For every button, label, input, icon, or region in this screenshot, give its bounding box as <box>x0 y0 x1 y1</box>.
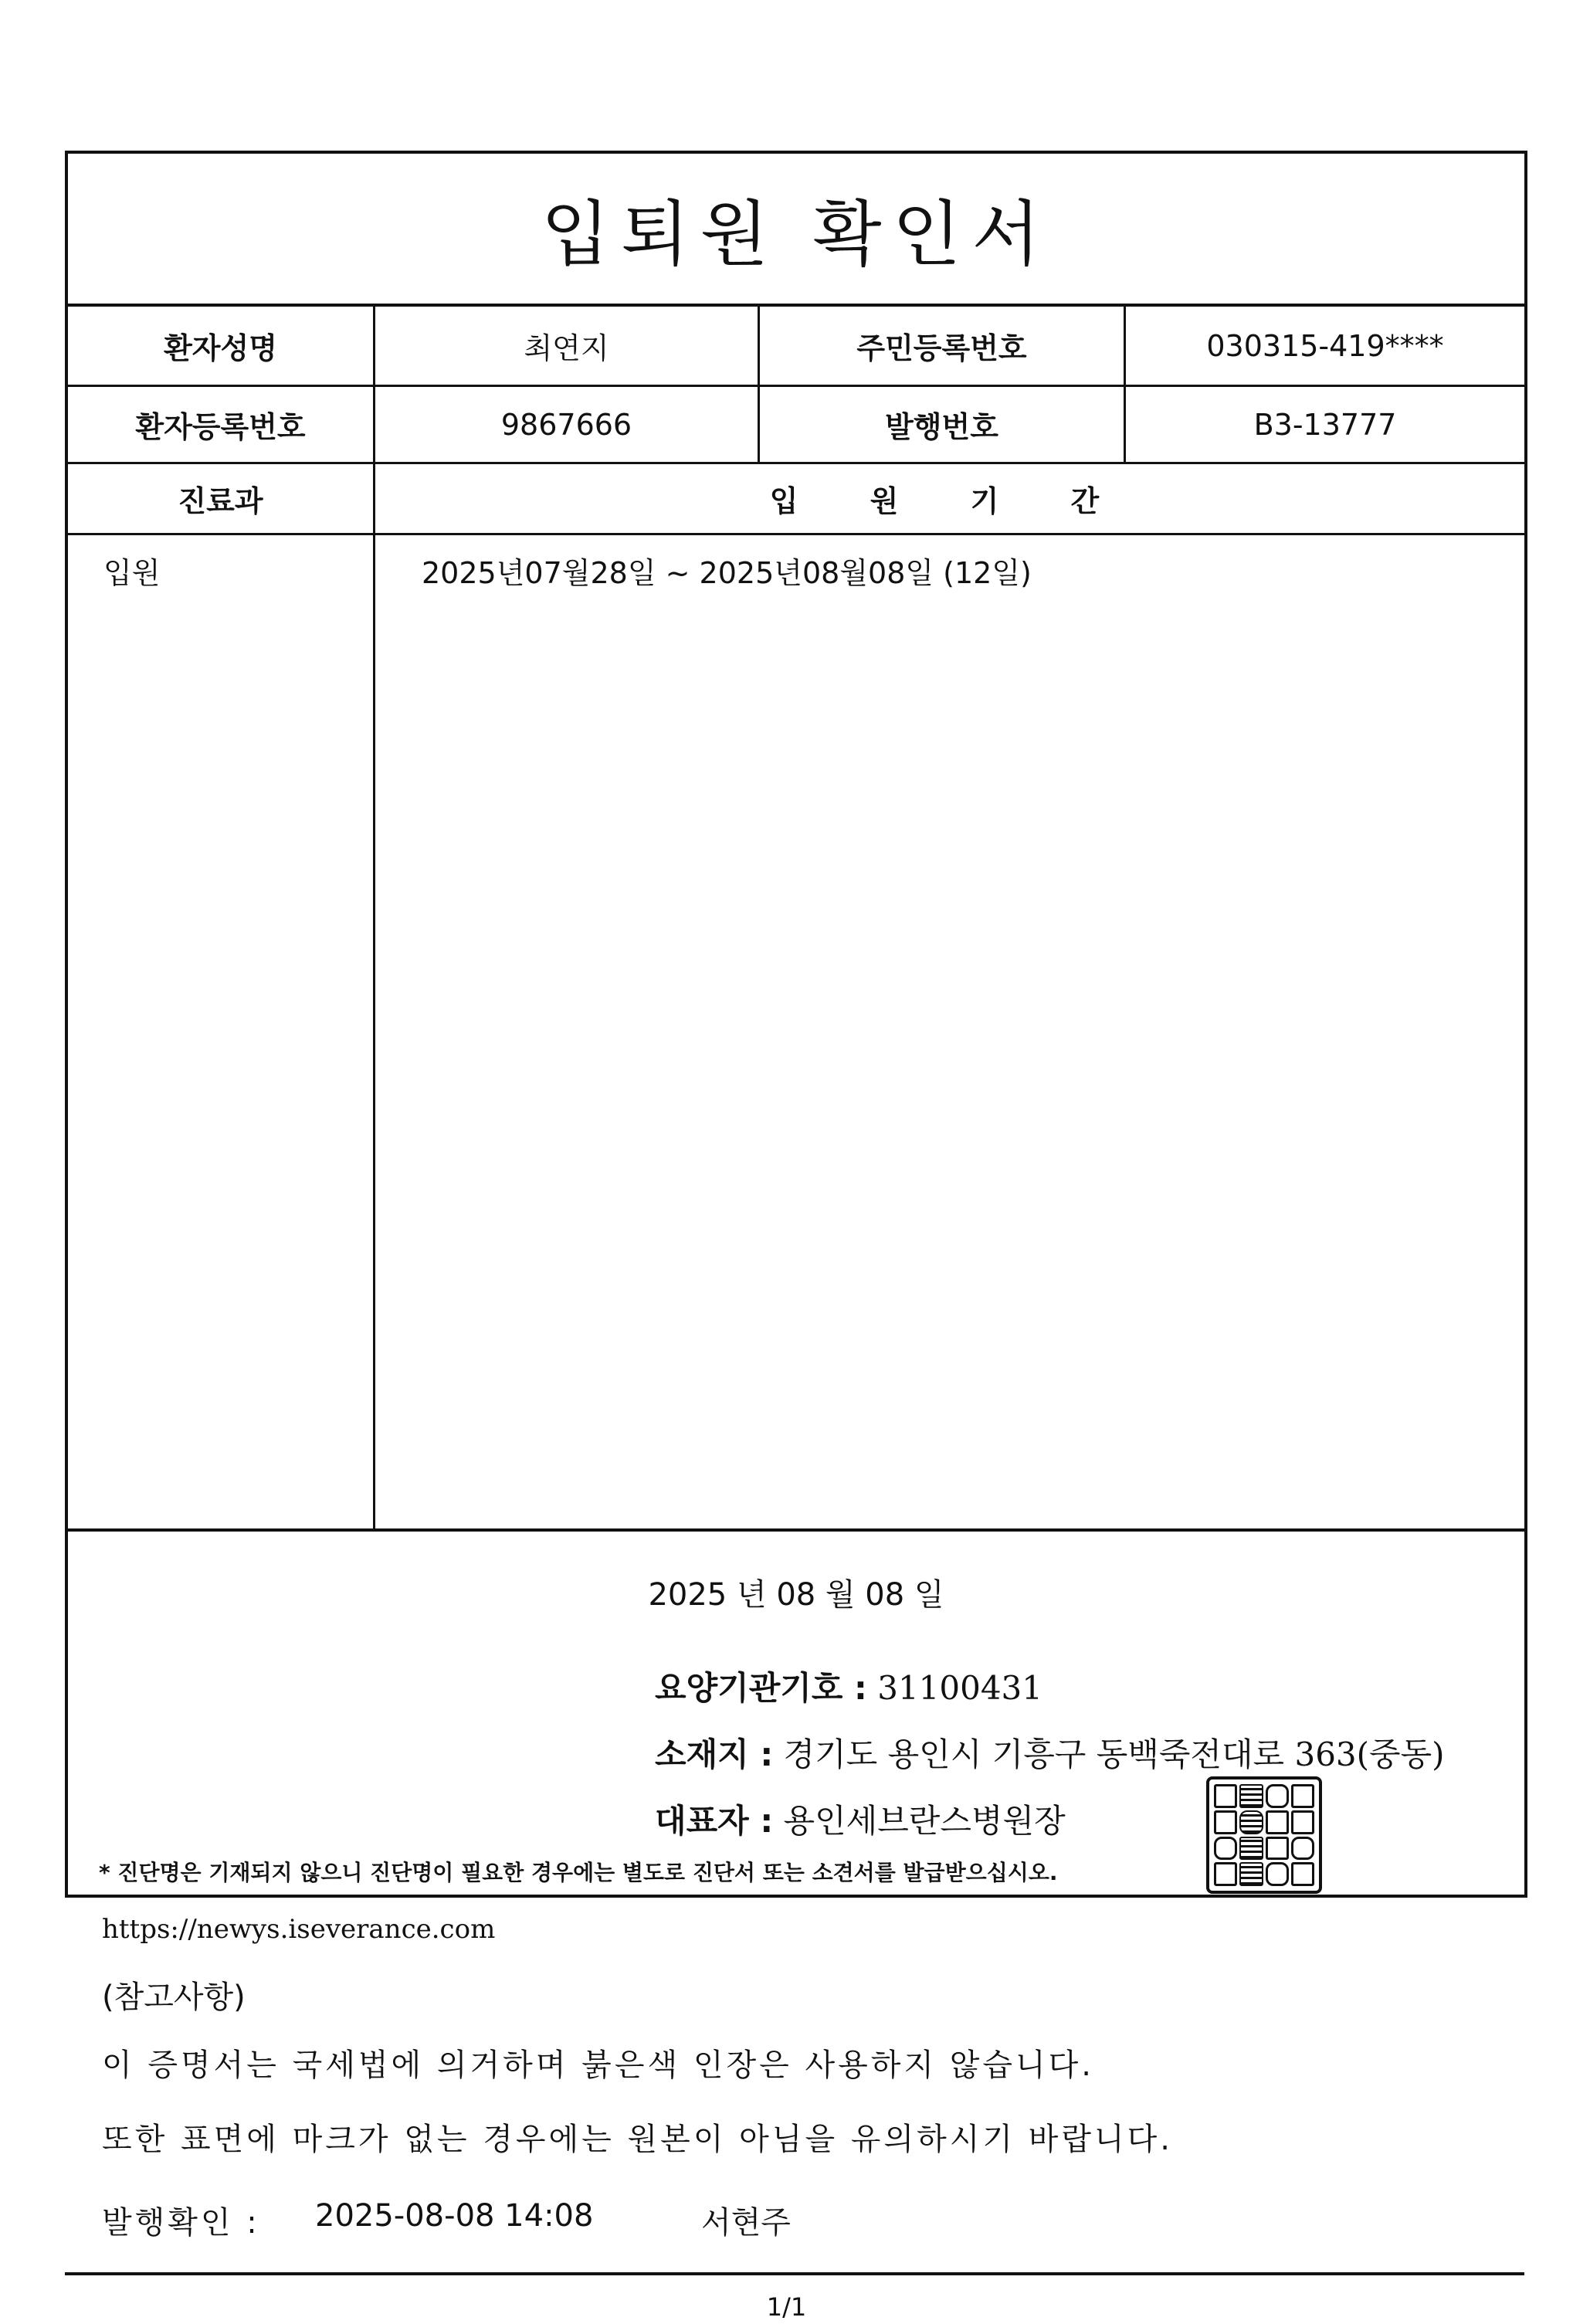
patient-name-label: 환자성명 <box>68 307 375 385</box>
institution-code-line <box>655 1663 1042 1709</box>
certificate-frame <box>65 151 1527 1898</box>
resident-id: 030315-419**** <box>1206 328 1444 363</box>
representative-line <box>655 1796 1066 1842</box>
notice-text: * 진단명은 기재되지 않으니 진단명이 필요한 경우에는 별도로 진단서 또는 소견서를 발급받으십시오. <box>99 1860 1058 1885</box>
representative: 용인세브란스병원장 <box>783 1802 1066 1840</box>
institution-code-label: 요양기관기호 : <box>655 1669 867 1707</box>
address: 경기도 용인시 기흥구 동백죽전대로 363(중동) <box>783 1735 1445 1773</box>
website-url: https://newys.iseverance.com <box>102 1914 496 1945</box>
reference-line: 또한 표면에 마크가 없는 경우에는 원본이 아님을 유의하시기 바랍니다. <box>102 2122 1173 2157</box>
patient-reg-label: 환자등록번호 <box>68 387 375 462</box>
representative-label: 대표자 : <box>655 1802 774 1840</box>
patient-reg-no: 9867666 <box>375 387 760 462</box>
divider <box>65 2272 1524 2275</box>
table-header-row <box>68 464 1524 535</box>
reference-title: (참고사항) <box>102 1980 246 2015</box>
patient-name: 최연지 <box>375 307 760 385</box>
admission-period: 2025년07월28일 ~ 2025년08월08일 (12일) <box>422 556 1032 590</box>
page-number: 1/1 <box>766 2292 807 2322</box>
seal-stamp-icon <box>1206 1776 1322 1894</box>
table-row <box>68 387 1524 464</box>
issue-no: B3-13777 <box>1253 407 1397 442</box>
document-title: 입퇴원 확인서 <box>68 154 1524 307</box>
department-value: 입원 <box>68 535 375 1528</box>
table-row <box>68 535 1524 1532</box>
address-label: 소재지 : <box>655 1735 774 1773</box>
issue-no-label: 발행번호 <box>760 387 1126 462</box>
reference-line: 이 증명서는 국세법에 의거하며 붉은색 인장은 사용하지 않습니다. <box>102 2047 1094 2083</box>
confirm-label: 발행확인 : <box>102 2205 260 2241</box>
confirm-datetime: 2025-08-08 14:08 <box>315 2198 594 2234</box>
issue-date: 2025 년 08 월 08 일 <box>648 1577 944 1613</box>
address-line <box>655 1729 1445 1776</box>
period-label: 입 원 기 간 <box>769 484 1131 518</box>
department-label: 진료과 <box>68 464 375 533</box>
institution-code: 31100431 <box>877 1669 1042 1707</box>
confirm-name: 서현주 <box>701 2205 791 2241</box>
issue-confirmation <box>102 2198 791 2242</box>
resident-id-label: 주민등록번호 <box>760 307 1126 385</box>
table-row <box>68 307 1524 387</box>
